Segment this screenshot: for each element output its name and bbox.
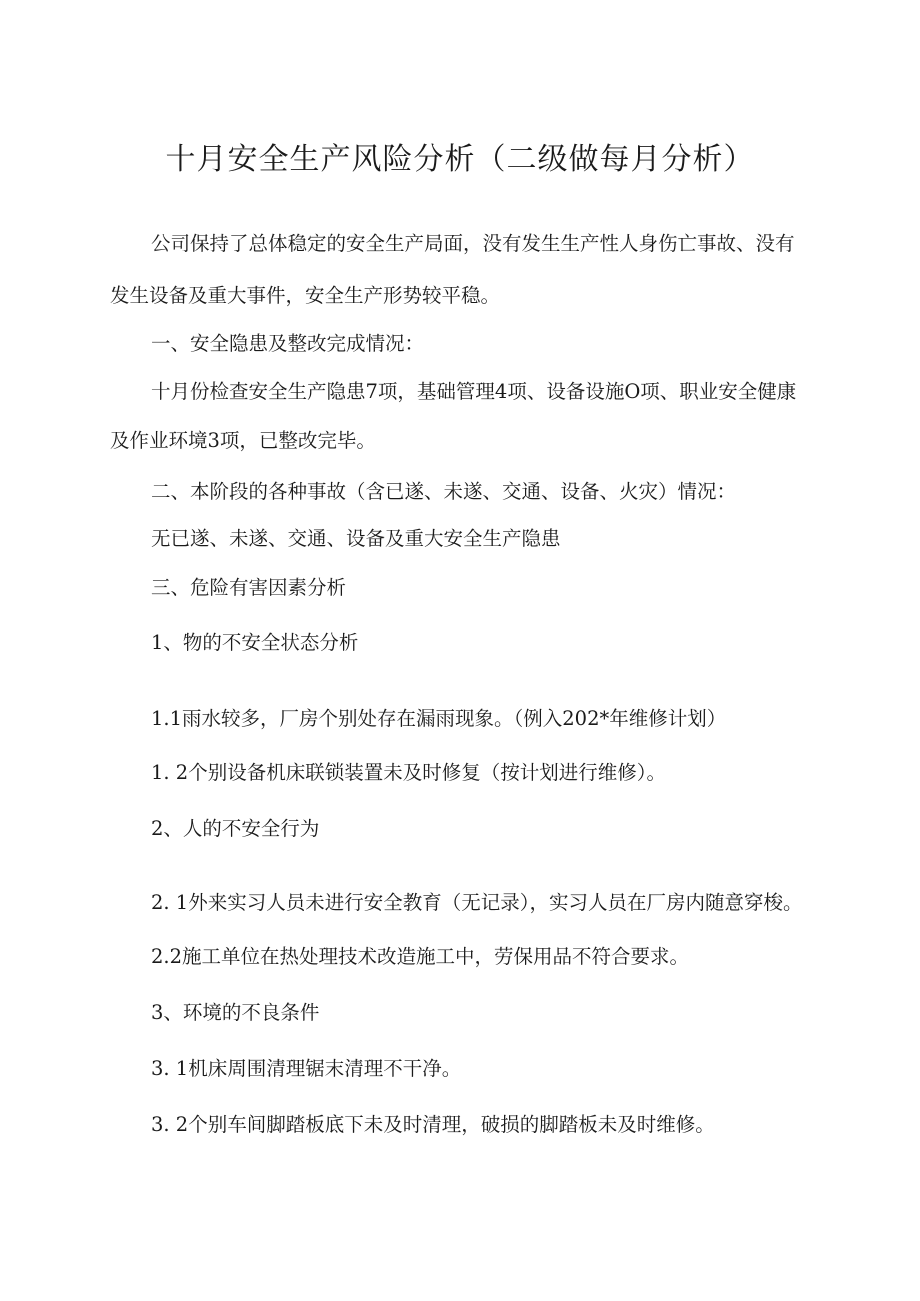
intro-line-1: 公司保持了总体稳定的安全生产局面，没有发生生产性人身伤亡事故、没有 [151, 232, 795, 255]
section-1-line-2: 及作业环境3项，已整改完毕。 [110, 429, 376, 452]
intro-line-2: 发生设备及重大事件，安全生产形势较平稳。 [110, 284, 501, 307]
subsection-1-heading: 1、物的不安全状态分析 [151, 631, 359, 654]
subsection-2-item-1: 2. 1外来实习人员未进行安全教育（无记录），实习人员在厂房内随意穿梭。 [151, 891, 803, 914]
section-2-body: 无已遂、未遂、交通、设备及重大安全生产隐患 [151, 527, 561, 550]
section-1-line-1: 十月份检查安全生产隐患7项，基础管理4项、设备设施O项、职业安全健康 [151, 380, 797, 403]
subsection-1-item-1: 1.1雨水较多，厂房个别处存在漏雨现象。（例入202*年维修计划） [151, 707, 727, 730]
subsection-3-item-2: 3. 2个别车间脚踏板底下未及时清理，破损的脚踏板未及时维修。 [151, 1113, 715, 1136]
subsection-3-heading: 3、环境的不良条件 [151, 1001, 320, 1024]
section-2-heading: 二、本阶段的各种事故（含已遂、未遂、交通、设备、火灾）情况： [151, 480, 737, 503]
subsection-2-heading: 2、人的不安全行为 [151, 817, 320, 840]
section-3-heading: 三、危险有害因素分析 [151, 576, 347, 599]
document-title: 十月安全生产风险分析（二级做每月分析） [165, 142, 755, 177]
subsection-2-item-2: 2.2施工单位在热处理技术改造施工中，劳保用品不符合要求。 [151, 945, 690, 968]
section-1-heading: 一、安全隐患及整改完成情况： [151, 332, 425, 355]
subsection-1-item-2: 1. 2个别设备机床联锁装置未及时修复（按计划进行维修）。 [151, 761, 666, 784]
subsection-3-item-1: 3. 1机床周围清理锯末清理不干净。 [151, 1057, 462, 1080]
